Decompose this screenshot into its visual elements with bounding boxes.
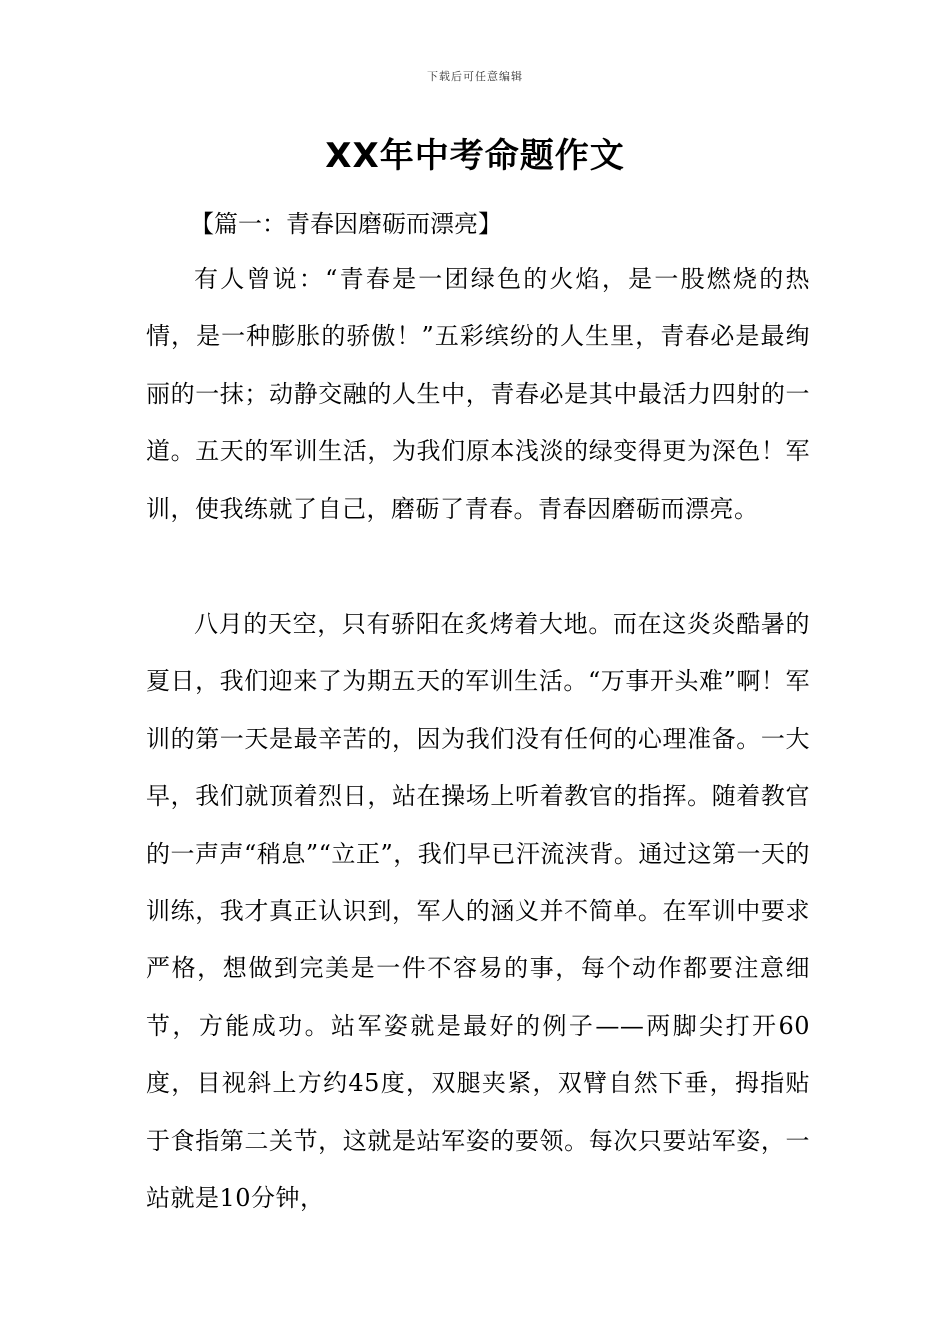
paragraph: 八月的天空，只有骄阳在炙烤着大地。而在这炎炎酷暑的夏日，我们迎来了为期五天的军训生活。“万事开头难”啊！军训的第一天是最辛苦的，因为我们没有任何的心理准备。一大早，我们就顶着烈日，站在操场上听着教官的指挥。随着教官的一声声“稍息”“立正”，我们早已汗流浃背。通过这第一天的训练，我才真正认识到，军人的涵义并不简单。在军训中要求严格，想做到完美是一件不容易的事，每个动作都要注意细节，方能成功。站军姿就是最好的例子——两脚尖打开60度，目视斜上方约45度，双腿夹紧，双臂自然下垂，拇指贴于食指第二关节，这就是站军姿的要领。每次只要站军姿，一站就是10分钟， [146, 610, 810, 1213]
section-heading: 【篇一：青春因磨砺而漂亮】 [190, 210, 502, 238]
header-note: 下载后可任意编辑 [427, 70, 523, 83]
document-title: XX年中考命题作文 [325, 136, 625, 176]
paragraph-block [146, 251, 810, 538]
paragraph: 有人曾说：“青春是一团绿色的火焰，是一股燃烧的热情，是一种膨胀的骄傲！”五彩缤纷的人生里，青春必是最绚丽的一抹；动静交融的人生中，青春必是其中最活力四射的一道。五天的军训生活，为我们原本浅淡的绿变得更为深色！军训，使我练就了自己，磨砺了青春。青春因磨砺而漂亮。 [146, 265, 810, 523]
paragraph-block [146, 596, 810, 1227]
